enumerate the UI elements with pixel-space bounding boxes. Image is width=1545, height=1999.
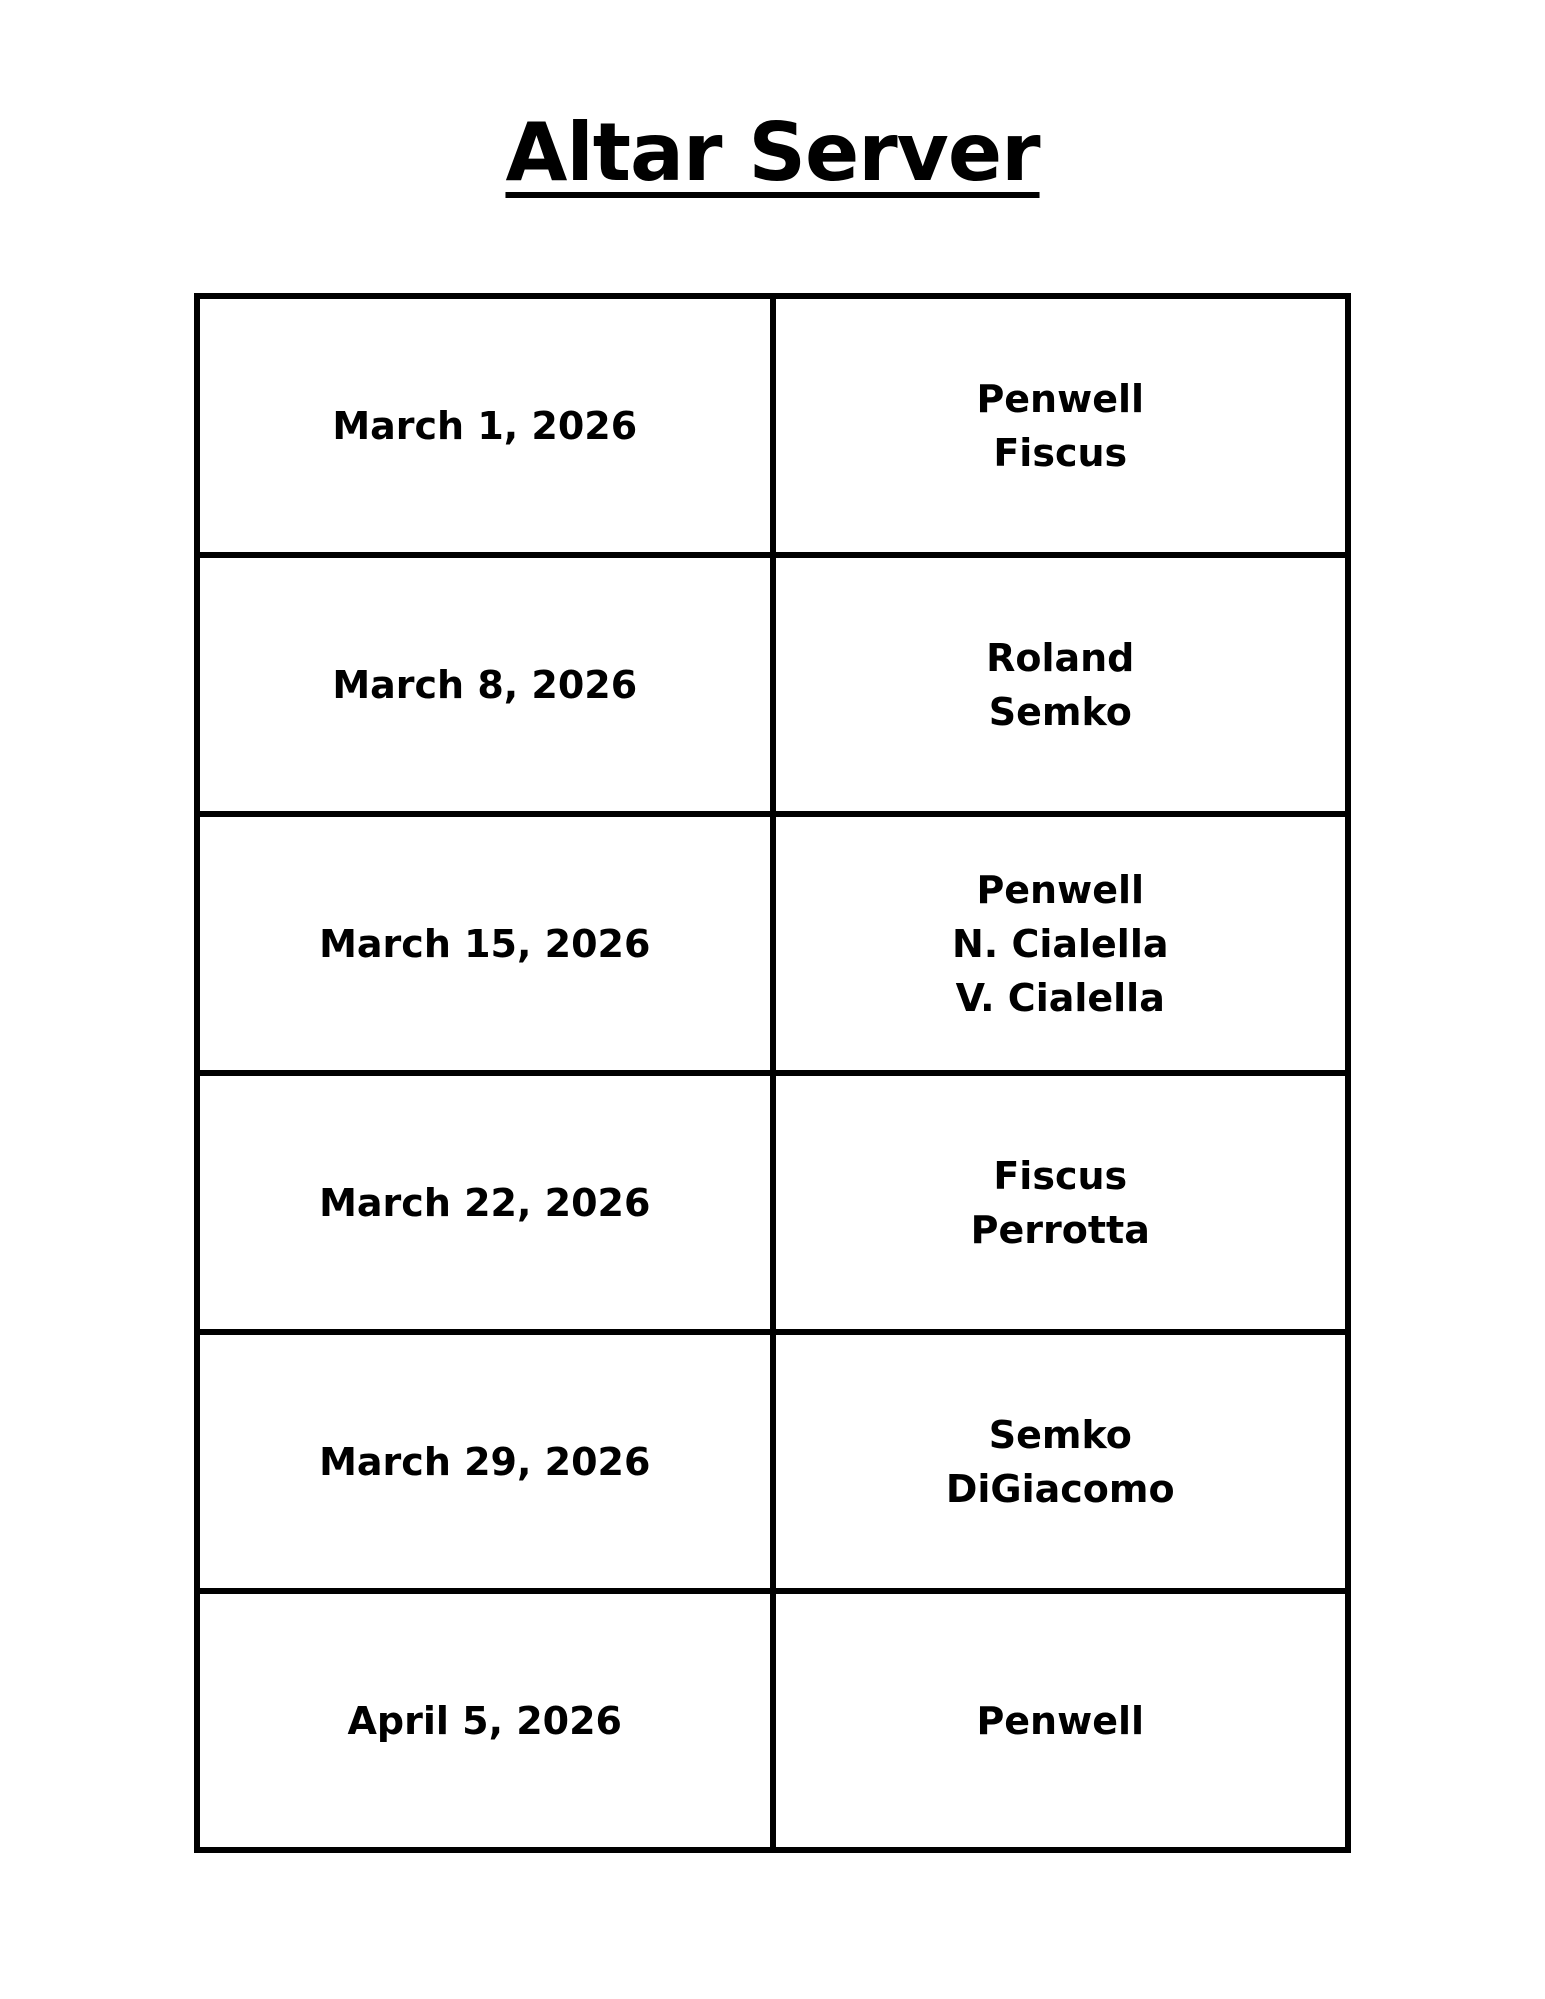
table-row bbox=[197, 296, 1348, 555]
server-name: V. Cialella bbox=[955, 975, 1165, 1020]
table-row bbox=[197, 814, 1348, 1073]
servers-cell bbox=[773, 1073, 1349, 1332]
date-cell: March 1, 2026 bbox=[197, 296, 773, 555]
servers-cell bbox=[773, 1591, 1349, 1850]
server-name: Perrotta bbox=[970, 1207, 1150, 1252]
server-name: Penwell bbox=[976, 376, 1145, 421]
server-name: Semko bbox=[988, 1412, 1132, 1457]
table-row bbox=[197, 1073, 1348, 1332]
table-row bbox=[197, 1332, 1348, 1591]
servers-cell bbox=[773, 814, 1349, 1073]
server-name: Penwell bbox=[976, 1698, 1145, 1743]
servers-cell bbox=[773, 296, 1349, 555]
server-name: Semko bbox=[988, 689, 1132, 734]
date-cell: March 29, 2026 bbox=[197, 1332, 773, 1591]
date-cell: March 15, 2026 bbox=[197, 814, 773, 1073]
table-row bbox=[197, 1591, 1348, 1850]
server-name: DiGiacomo bbox=[945, 1466, 1175, 1511]
date-cell: March 22, 2026 bbox=[197, 1073, 773, 1332]
page-title bbox=[0, 103, 1545, 203]
server-name: Fiscus bbox=[993, 430, 1128, 475]
table-row bbox=[197, 555, 1348, 814]
date-cell: April 5, 2026 bbox=[197, 1591, 773, 1850]
date-cell: March 8, 2026 bbox=[197, 555, 773, 814]
schedule-table bbox=[194, 293, 1351, 1853]
server-name: Roland bbox=[986, 635, 1135, 680]
server-name: Fiscus bbox=[993, 1153, 1128, 1198]
server-name: N. Cialella bbox=[951, 921, 1169, 966]
page-title-text: Altar Server bbox=[505, 106, 1040, 199]
servers-cell bbox=[773, 555, 1349, 814]
server-name: Penwell bbox=[976, 867, 1145, 912]
servers-cell bbox=[773, 1332, 1349, 1591]
